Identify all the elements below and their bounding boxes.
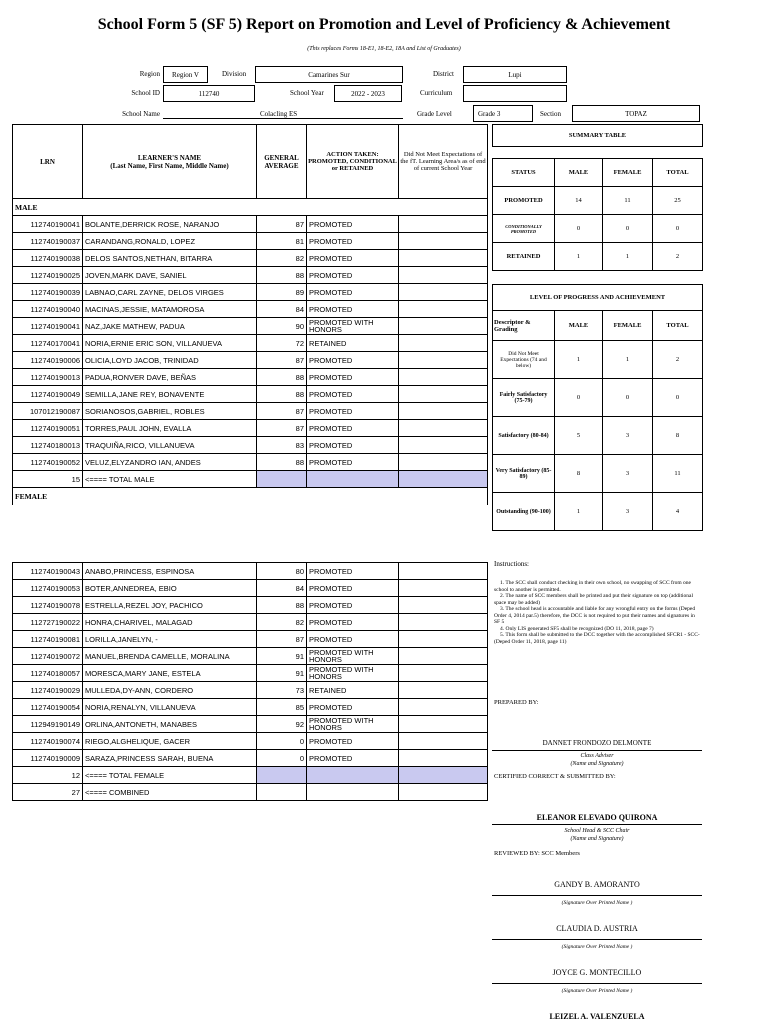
learner-dnme — [399, 665, 488, 682]
learner-dnme — [399, 318, 488, 335]
school-name-label: School Name — [122, 110, 160, 118]
adviser-signature-line — [492, 750, 702, 751]
progress-desc: Very Satisfactory (85-89) — [493, 455, 555, 493]
learner-row — [13, 733, 488, 750]
total-male-count: 15 — [13, 471, 83, 488]
learner-row — [13, 750, 488, 767]
col-average: GENERAL AVERAGE — [257, 125, 307, 199]
combined-avg — [257, 784, 307, 801]
learner-action: PROMOTED — [307, 614, 399, 631]
learner-row — [13, 699, 488, 716]
school-name-value: Colacling ES — [260, 110, 298, 118]
learner-lrn: 112740190038 — [13, 250, 83, 267]
progress-desc: Fairly Satisfactory (75-79) — [493, 379, 555, 417]
learner-dnme — [399, 284, 488, 301]
learner-average: 91 — [257, 665, 307, 682]
instruction-item: 5. This form shall be submitted to the DCC together with the accomplished SFCR1 - SCC- (Deped Order 11, 2018, page 11) — [494, 632, 700, 645]
school-name-line — [163, 118, 403, 119]
progress-female: 3 — [603, 417, 653, 455]
learner-average: 87 — [257, 216, 307, 233]
learner-action: PROMOTED — [307, 597, 399, 614]
learner-name: TORRES,PAUL JOHN, EVALLA — [83, 420, 257, 437]
progress-male: 0 — [555, 379, 603, 417]
learner-row — [13, 454, 488, 471]
learner-lrn: 112740190074 — [13, 733, 83, 750]
learner-average: 92 — [257, 716, 307, 733]
male-section-label: MALE — [13, 199, 488, 216]
learner-name: VELUZ,ELYZANDRO IAN, ANDES — [83, 454, 257, 471]
learner-action: PROMOTED — [307, 563, 399, 580]
learner-action: PROMOTED — [307, 301, 399, 318]
progress-title: LEVEL OF PROGRESS AND ACHIEVEMENT — [493, 285, 703, 311]
learner-dnme — [399, 733, 488, 750]
learner-action: PROMOTED — [307, 216, 399, 233]
learner-action: PROMOTED — [307, 631, 399, 648]
summary-female: 11 — [603, 187, 653, 215]
section-value: TOPAZ — [572, 105, 700, 122]
learner-lrn: 112740190013 — [13, 369, 83, 386]
curriculum-label: Curriculum — [420, 89, 453, 97]
learner-dnme — [399, 233, 488, 250]
learner-row — [13, 267, 488, 284]
learner-action: RETAINED — [307, 335, 399, 352]
learner-action: PROMOTED — [307, 733, 399, 750]
col-name-sub: (Last Name, First Name, Middle Name) — [110, 161, 229, 170]
instructions-list — [494, 580, 700, 645]
learner-name: HONRA,CHARIVEL, MALAGAD — [83, 614, 257, 631]
adviser-name: DANNET FRONDOZO DELMONTE — [542, 739, 652, 747]
learner-average: 0 — [257, 733, 307, 750]
learner-row — [13, 716, 488, 733]
learner-row — [13, 284, 488, 301]
learner-name: NAZ,JAKE MATHEW, PADUA — [83, 318, 257, 335]
learner-action: PROMOTED — [307, 233, 399, 250]
learner-row — [13, 597, 488, 614]
learner-name: JOVEN,MARK DAVE, SANIEL — [83, 267, 257, 284]
school-id-label: School ID — [131, 89, 160, 97]
learner-lrn: 112740170041 — [13, 335, 83, 352]
grade-level-label: Grade Level — [417, 110, 452, 118]
progress-total: 0 — [653, 379, 703, 417]
instruction-item: 2. The name of SCC members shall be printed and put their signature on top (additional space may be added) — [494, 593, 693, 606]
learner-lrn: 112949190149 — [13, 716, 83, 733]
male-learners-table — [12, 124, 488, 505]
form-title: School Form 5 (SF 5) Report on Promotion and Level of Proficiency & Achievement — [97, 16, 671, 33]
learner-action: PROMOTED WITH HONORS — [307, 318, 399, 335]
learner-row — [13, 614, 488, 631]
learner-action: PROMOTED WITH HONORS — [307, 716, 399, 733]
summary-total: 25 — [653, 187, 703, 215]
learner-dnme — [399, 750, 488, 767]
learner-row — [13, 682, 488, 699]
summary-spacer — [493, 147, 703, 159]
learner-lrn: 112740190053 — [13, 580, 83, 597]
col-action: ACTION TAKEN: PROMOTED, CONDITIONAL or RETAINED — [307, 125, 399, 199]
learner-lrn: 112740190029 — [13, 682, 83, 699]
progress-desc: Outstanding (90-100) — [493, 493, 555, 531]
member-name: JOYCE G. MONTECILLO — [552, 968, 642, 977]
progress-total: 2 — [653, 341, 703, 379]
member-caption: (Signature Over Printed Name ) — [561, 900, 633, 906]
learner-name: NORIA,ERNIE ERIC SON, VILLANUEVA — [83, 335, 257, 352]
reviewed-label: REVIEWED BY: SCC Members — [494, 850, 580, 857]
learner-row — [13, 301, 488, 318]
learner-lrn: 107012190087 — [13, 403, 83, 420]
summary-head-status: STATUS — [493, 159, 555, 187]
summary-male: 0 — [555, 215, 603, 243]
learner-average: 83 — [257, 437, 307, 454]
progress-male: 8 — [555, 455, 603, 493]
learner-average: 88 — [257, 267, 307, 284]
learner-action: PROMOTED — [307, 420, 399, 437]
learner-action: RETAINED — [307, 682, 399, 699]
certified-label: CERTIFIED CORRECT & SUBMITTED BY: — [494, 773, 616, 780]
learner-lrn: 112740180013 — [13, 437, 83, 454]
col-name — [83, 125, 257, 199]
school-id-value: 112740 — [163, 85, 255, 102]
combined-dnme — [399, 784, 488, 801]
learner-average: 82 — [257, 250, 307, 267]
division-value: Camarines Sur — [255, 66, 403, 83]
learner-lrn: 112740190009 — [13, 750, 83, 767]
total-male-label: <==== TOTAL MALE — [83, 471, 257, 488]
summary-spacer — [493, 271, 703, 285]
learner-average: 82 — [257, 614, 307, 631]
learner-name: LABNAO,CARL ZAYNE, DELOS VIRGES — [83, 284, 257, 301]
learner-row — [13, 563, 488, 580]
summary-title: SUMMARY TABLE — [493, 125, 703, 147]
learner-average: 88 — [257, 597, 307, 614]
learner-dnme — [399, 335, 488, 352]
learner-lrn: 112740190052 — [13, 454, 83, 471]
learner-action: PROMOTED — [307, 437, 399, 454]
learner-lrn: 112740190040 — [13, 301, 83, 318]
learner-lrn: 112740190041 — [13, 216, 83, 233]
learner-lrn: 112740190081 — [13, 631, 83, 648]
summary-male: 14 — [555, 187, 603, 215]
learner-row — [13, 369, 488, 386]
learner-average: 73 — [257, 682, 307, 699]
learner-action: PROMOTED — [307, 386, 399, 403]
progress-female: 3 — [603, 493, 653, 531]
learner-average: 87 — [257, 420, 307, 437]
summary-table — [492, 124, 703, 531]
summary-male: 1 — [555, 243, 603, 271]
learner-name: LORILLA,JANELYN, - — [83, 631, 257, 648]
learner-action: PROMOTED — [307, 403, 399, 420]
learner-lrn: 112740190041 — [13, 318, 83, 335]
learner-dnme — [399, 250, 488, 267]
learner-dnme — [399, 352, 488, 369]
learner-row — [13, 233, 488, 250]
total-female-count: 12 — [13, 767, 83, 784]
female-section-label: FEMALE — [13, 488, 488, 505]
learner-dnme — [399, 563, 488, 580]
combined-label: <==== COMBINED — [83, 784, 257, 801]
progress-desc: Satisfactory (80-84) — [493, 417, 555, 455]
learner-lrn: 112740190051 — [13, 420, 83, 437]
learner-name: OLICIA,LOYD JACOB, TRINIDAD — [83, 352, 257, 369]
learner-average: 87 — [257, 403, 307, 420]
learner-average: 80 — [257, 563, 307, 580]
curriculum-value — [463, 85, 567, 102]
learner-row — [13, 386, 488, 403]
learner-action: PROMOTED — [307, 250, 399, 267]
form-subtitle: (This replaces Forms 18-E1, 18-E2, 18A and List of Graduates) — [307, 46, 461, 52]
instruction-item: 3. The school head is accountable and liable for any wrongful entry on the forms (Deped Order 4, 2014 par.5) therefore, the DCC is not required to put their names and signatures in SF 5 — [494, 606, 696, 625]
member-signature-line — [492, 939, 702, 940]
member-signature-line — [492, 983, 702, 984]
learner-name: SEMILLA,JANE REY, BONAVENTE — [83, 386, 257, 403]
learner-dnme — [399, 369, 488, 386]
learner-dnme — [399, 631, 488, 648]
learner-name: MANUEL,BRENDA CAMELLE, MORALINA — [83, 648, 257, 665]
learner-average: 87 — [257, 631, 307, 648]
progress-head-total: TOTAL — [653, 311, 703, 341]
col-dnme: Did Not Meet Expectations of the fT. Learning Area/s as of end of current School Year — [399, 125, 488, 199]
progress-male: 1 — [555, 341, 603, 379]
region-label: Region — [139, 70, 160, 78]
learner-average: 89 — [257, 284, 307, 301]
learner-dnme — [399, 597, 488, 614]
total-female-avg — [257, 767, 307, 784]
learner-name: ESTRELLA,REZEL JOY, PACHICO — [83, 597, 257, 614]
head-signature-line — [492, 824, 702, 825]
col-lrn: LRN — [13, 125, 83, 199]
col-name-title: LEARNER'S NAME — [137, 153, 202, 162]
summary-head-male: MALE — [555, 159, 603, 187]
member-signature-line — [492, 895, 702, 896]
learner-lrn: 112740190006 — [13, 352, 83, 369]
head-name: ELEANOR ELEVADO QUIRONA — [536, 813, 658, 822]
learner-name: MACINAS,JESSIE, MATAMOROSA — [83, 301, 257, 318]
summary-status: CONDITIONALLY PROMOTED — [493, 215, 555, 243]
learner-row — [13, 318, 488, 335]
learner-action: PROMOTED — [307, 369, 399, 386]
total-male-action — [307, 471, 399, 488]
member-name: CLAUDIA D. AUSTRIA — [556, 924, 638, 933]
prepared-by-label: PREPARED BY: — [494, 699, 539, 706]
learner-dnme — [399, 420, 488, 437]
learner-action: PROMOTED — [307, 580, 399, 597]
member-caption: (Signature Over Printed Name ) — [561, 944, 633, 950]
instruction-item: 4. Only LIS generated SF5 shall be recognized (DO 11, 2018, page 7) — [500, 625, 654, 632]
summary-female: 1 — [603, 243, 653, 271]
learner-name: SARAZA,PRINCESS SARAH, BUENA — [83, 750, 257, 767]
learner-dnme — [399, 648, 488, 665]
learner-row — [13, 580, 488, 597]
learner-name: MULLEDA,DY-ANN, CORDERO — [83, 682, 257, 699]
district-label: District — [433, 70, 454, 78]
adviser-role: Class Adviser — [580, 753, 614, 759]
learner-row — [13, 648, 488, 665]
member-caption: (Signature Over Printed Name ) — [561, 988, 633, 994]
learner-name: BOTER,ANNEDREA, EBIO — [83, 580, 257, 597]
learner-lrn: 112740190025 — [13, 267, 83, 284]
learner-dnme — [399, 403, 488, 420]
learner-dnme — [399, 699, 488, 716]
member-name: GANDY B. AMORANTO — [554, 880, 640, 889]
learner-lrn: 112740180057 — [13, 665, 83, 682]
learner-action: PROMOTED — [307, 454, 399, 471]
learner-action: PROMOTED — [307, 352, 399, 369]
learner-action: PROMOTED — [307, 699, 399, 716]
section-label: Section — [540, 110, 561, 118]
learner-name: RIEGO,ALGHELIQUE, GACER — [83, 733, 257, 750]
learner-action: PROMOTED — [307, 284, 399, 301]
head-role: School Head & SCC Chair — [564, 828, 630, 834]
learner-row — [13, 403, 488, 420]
learner-dnme — [399, 267, 488, 284]
total-female-action — [307, 767, 399, 784]
total-male-avg — [257, 471, 307, 488]
learner-average: 88 — [257, 386, 307, 403]
learner-average: 88 — [257, 369, 307, 386]
head-caption: (Name and Signature) — [570, 836, 624, 842]
total-female-label: <==== TOTAL FEMALE — [83, 767, 257, 784]
progress-total: 11 — [653, 455, 703, 493]
division-label: Division — [222, 70, 247, 78]
instructions-title: Instructions: — [494, 560, 529, 568]
learner-dnme — [399, 614, 488, 631]
learner-average: 72 — [257, 335, 307, 352]
summary-status: RETAINED — [493, 243, 555, 271]
learner-average: 84 — [257, 580, 307, 597]
grade-level-value: Grade 3 — [473, 105, 533, 122]
learner-name: DELOS SANTOS,NETHAN, BITARRA — [83, 250, 257, 267]
learner-average: 85 — [257, 699, 307, 716]
progress-female: 3 — [603, 455, 653, 493]
learner-dnme — [399, 580, 488, 597]
learner-name: MORESCA,MARY JANE, ESTELA — [83, 665, 257, 682]
learner-lrn: 112740190054 — [13, 699, 83, 716]
learner-average: 90 — [257, 318, 307, 335]
learner-row — [13, 631, 488, 648]
summary-total: 2 — [653, 243, 703, 271]
progress-female: 1 — [603, 341, 653, 379]
progress-total: 8 — [653, 417, 703, 455]
total-male-dnme — [399, 471, 488, 488]
learner-row — [13, 216, 488, 233]
progress-head-desc: Descriptor & Grading — [493, 311, 555, 341]
learner-average: 0 — [257, 750, 307, 767]
learner-dnme — [399, 716, 488, 733]
summary-head-female: FEMALE — [603, 159, 653, 187]
progress-head-male: MALE — [555, 311, 603, 341]
learner-lrn: 112740190049 — [13, 386, 83, 403]
learner-row — [13, 352, 488, 369]
progress-total: 4 — [653, 493, 703, 531]
learner-name: TRAQUIÑA,RICO, VILLANUEVA — [83, 437, 257, 454]
learner-dnme — [399, 437, 488, 454]
summary-status: PROMOTED — [493, 187, 555, 215]
adviser-caption: (Name and Signature) — [570, 761, 624, 767]
learner-dnme — [399, 216, 488, 233]
learner-dnme — [399, 301, 488, 318]
learner-action: PROMOTED — [307, 267, 399, 284]
learner-row — [13, 437, 488, 454]
learner-dnme — [399, 454, 488, 471]
progress-male: 5 — [555, 417, 603, 455]
progress-head-female: FEMALE — [603, 311, 653, 341]
learner-row — [13, 250, 488, 267]
learner-average: 81 — [257, 233, 307, 250]
learner-action: PROMOTED — [307, 750, 399, 767]
learner-name: NORIA,RENALYN, VILLANUEVA — [83, 699, 257, 716]
learner-lrn: 112740190037 — [13, 233, 83, 250]
learner-name: ORLINA,ANTONETH, MANABES — [83, 716, 257, 733]
learner-average: 88 — [257, 454, 307, 471]
progress-desc: Did Not Meet Expectations (74 and below) — [493, 341, 555, 379]
total-female-dnme — [399, 767, 488, 784]
learner-action: PROMOTED WITH HONORS — [307, 648, 399, 665]
member-name: LEIZEL A. VALENZUELA — [549, 1012, 645, 1021]
learner-name: ANABO,PRINCESS, ESPINOSA — [83, 563, 257, 580]
learner-dnme — [399, 386, 488, 403]
progress-male: 1 — [555, 493, 603, 531]
learner-lrn: 112727190022 — [13, 614, 83, 631]
learner-lrn: 112740190043 — [13, 563, 83, 580]
learner-action: PROMOTED WITH HONORS — [307, 665, 399, 682]
learner-average: 87 — [257, 352, 307, 369]
learner-lrn: 112740190039 — [13, 284, 83, 301]
district-value: Lupi — [463, 66, 567, 83]
learner-name: PADUA,RONVER DAVE, BEÑAS — [83, 369, 257, 386]
combined-action — [307, 784, 399, 801]
learner-row — [13, 420, 488, 437]
learner-name: BOLANTE,DERRICK ROSE, NARANJO — [83, 216, 257, 233]
summary-female: 0 — [603, 215, 653, 243]
learner-name: SORIANOSOS,GABRIEL, ROBLES — [83, 403, 257, 420]
school-year-value: 2022 - 2023 — [334, 85, 402, 102]
learner-lrn: 112740190078 — [13, 597, 83, 614]
learner-average: 84 — [257, 301, 307, 318]
learner-dnme — [399, 682, 488, 699]
female-learners-table — [12, 562, 488, 801]
combined-count: 27 — [13, 784, 83, 801]
instruction-item: 1. The SCC shall conduct checking in their own school, no swapping of SCC from one school to another is permitted. — [494, 580, 692, 593]
learner-average: 91 — [257, 648, 307, 665]
school-year-label: School Year — [290, 89, 324, 97]
learner-name: CARANDANG,RONALD, LOPEZ — [83, 233, 257, 250]
learner-row — [13, 335, 488, 352]
learner-lrn: 112740190072 — [13, 648, 83, 665]
progress-female: 0 — [603, 379, 653, 417]
summary-total: 0 — [653, 215, 703, 243]
learner-row — [13, 665, 488, 682]
summary-head-total: TOTAL — [653, 159, 703, 187]
region-value: Region V — [163, 66, 208, 83]
